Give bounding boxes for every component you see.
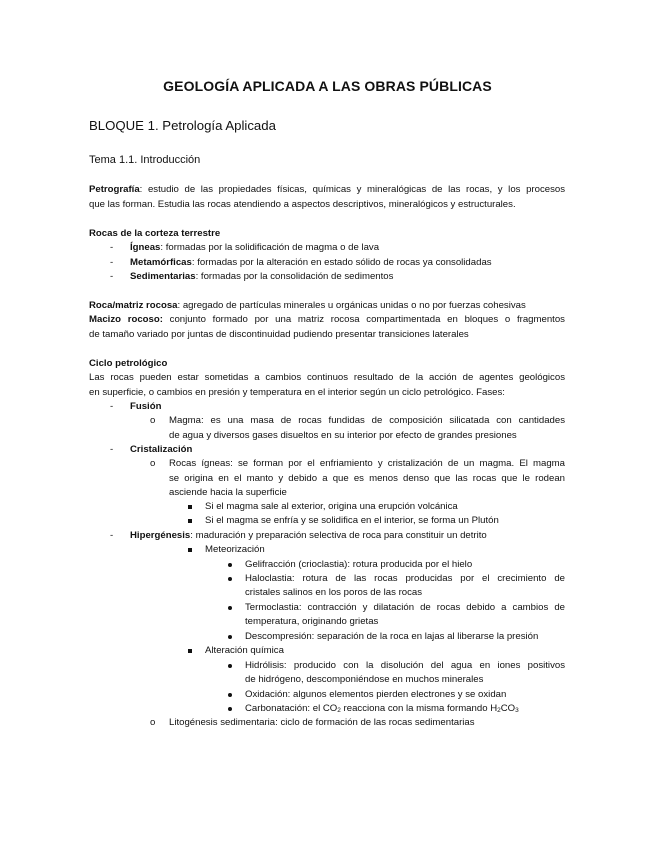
document-title: GEOLOGÍA APLICADA A LAS OBRAS PÚBLICAS — [163, 78, 492, 94]
round-bullet — [228, 606, 232, 610]
hipergenesis-line: Hipergénesis: maduración y preparación selectiva de roca para constituir un detrito — [130, 530, 487, 541]
round-bullet — [228, 635, 232, 639]
block-heading: BLOQUE 1. Petrología Aplicada — [89, 118, 276, 133]
dash-bullet: - — [110, 401, 114, 412]
list-item: Si el magma sale al exterior, origina una erupción volcánica — [205, 501, 458, 512]
macizo-line-2: de tamaño variado por juntas de discontinuidad pudiendo presentar transiciones laterales — [89, 329, 469, 340]
dash-bullet: - — [110, 530, 114, 541]
hidrolisis-line-1: Hidrólisis: producido con la disolución del agua en iones positivos — [245, 660, 565, 671]
list-item: Descompresión: separación de la roca en lajas al liberarse la presión — [245, 631, 539, 642]
round-bullet — [228, 563, 232, 567]
ciclo-line-2: en superficie, o cambios en presión y temperatura en el interior según un ciclo petrológico. Fases: — [89, 387, 505, 398]
petrografia-line-2: que las forman. Estudia las rocas atendiendo a aspectos descriptivos, mineralógicos y estructurales. — [89, 199, 516, 210]
round-bullet — [228, 693, 232, 697]
topic-heading: Tema 1.1. Introducción — [89, 154, 201, 166]
magma-line-1: Magma: es una masa de rocas fundidas de composición silicatada con cantidades — [169, 415, 565, 426]
round-bullet — [228, 664, 232, 668]
square-bullet — [188, 505, 192, 509]
igneas-line-2: se origina en el manto y debido a que es menos denso que las rocas que le rodean — [169, 473, 565, 484]
termoclastia-line-1: Termoclastia: contracción y dilatación de rocas debido a cambios de — [245, 602, 565, 613]
meteorizacion-label: Meteorización — [205, 544, 265, 555]
square-bullet — [188, 649, 192, 653]
hidrolisis-line-2: de hidrógeno, descomponiéndose en muchos minerales — [245, 674, 484, 685]
haloclastia-line-1: Haloclastia: rotura de las rocas producidas por el crecimiento de — [245, 573, 565, 584]
fusion-label: Fusión — [130, 401, 162, 412]
ciclo-line-1: Las rocas pueden estar sometidas a cambios continuos resultado de la acción de agentes geológicos — [89, 372, 565, 383]
dash-bullet: - — [110, 257, 114, 268]
square-bullet — [188, 548, 192, 552]
list-item: Si el magma se enfría y se solidifica en el interior, se forma un Plutón — [205, 515, 499, 526]
magma-line-2: de agua y diversos gases disueltos en su interior por efecto de grandes presiones — [169, 430, 517, 441]
list-item: Ígneas: formadas por la solidificación de magma o de lava — [130, 242, 380, 253]
termoclastia-line-2: temperatura, originando grietas — [245, 616, 379, 627]
square-bullet — [188, 519, 192, 523]
cristalizacion-label: Cristalización — [130, 444, 193, 455]
list-item: Oxidación: algunos elementos pierden electrones y se oxidan — [245, 689, 507, 700]
petrografia-line-1: Petrografía: estudio de las propiedades físicas, químicas y mineralógicas de las rocas, y los procesos — [89, 184, 565, 195]
circle-bullet: o — [150, 415, 156, 426]
dash-bullet: - — [110, 242, 114, 253]
round-bullet — [228, 577, 232, 581]
igneas-line-1: Rocas ígneas: se forman por el enfriamiento y cristalización de un magma. El magma — [169, 458, 565, 469]
dash-bullet: - — [110, 271, 114, 282]
carbonatacion-line: Carbonatación: el $CO_2$ reacciona con la misma formando $H_2CO_3$ — [245, 703, 519, 714]
circle-bullet: o — [150, 458, 156, 469]
list-item: Sedimentarias: formadas por la consolidación de sedimentos — [130, 271, 394, 282]
round-bullet — [228, 707, 232, 711]
dash-bullet: - — [110, 444, 114, 455]
rocas-corteza-heading: Rocas de la corteza terrestre — [89, 228, 221, 239]
alteracion-label: Alteración química — [205, 645, 284, 656]
macizo-line-1: Macizo rocoso: conjunto formado por una matriz rocosa compartimentada en bloques o fragmentos — [89, 314, 565, 325]
ciclo-heading: Ciclo petrológico — [89, 358, 168, 369]
circle-bullet: o — [150, 717, 156, 728]
roca-matriz-definition: Roca/matriz rocosa: agregado de partículas minerales u orgánicas unidas o no por fuerzas cohesivas — [89, 300, 526, 311]
litogenesis-line: Litogénesis sedimentaria: ciclo de formación de las rocas sedimentarias — [169, 717, 475, 728]
igneas-line-3: asciende hacia la superficie — [169, 487, 287, 498]
haloclastia-line-2: cristales salinos en los poros de las rocas — [245, 587, 423, 598]
list-item: Metamórficas: formadas por la alteración en estado sólido de rocas ya consolidadas — [130, 257, 492, 268]
list-item: Gelifracción (crioclastia): rotura producida por el hielo — [245, 559, 473, 570]
